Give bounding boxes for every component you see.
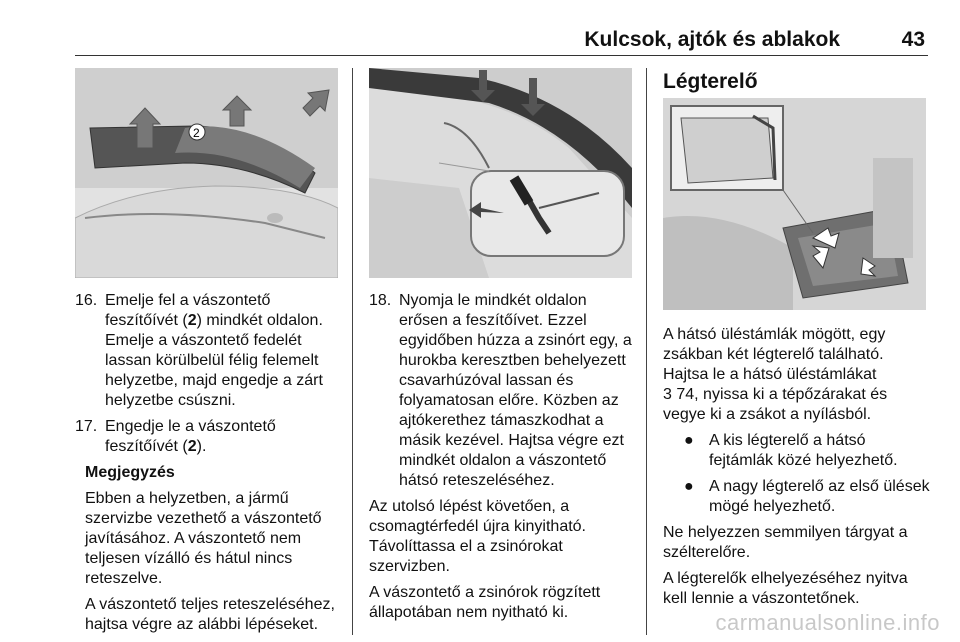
figure-screwdriver [369, 68, 632, 278]
step-ref: 2 [187, 438, 197, 455]
section-heading: Légterelő [663, 70, 758, 93]
paragraph: A légterelők elhelyezéséhez nyitva kell lennie a vászontetőnek. [663, 570, 908, 607]
bullet-item [663, 431, 933, 471]
paragraph-text: , nyissa ki a tépőzárakat és vegye ki a zsákot a nyílásból. [663, 386, 888, 423]
paragraph [663, 325, 933, 425]
step-17 [75, 417, 345, 457]
note-block [75, 463, 345, 635]
column-divider-1 [352, 68, 353, 635]
step-text: Nyomja le mindkét oldalon erősen a feszítőívet. Ezzel egyidőben húzza a zsinórt egy, a hurokba keresztben behelyezett csavarhúzóval lassan és folyamatosan előre. Közben az ajtókerethez támaszkodhat a másik kezével. Hajtsa végre ezt mindkét oldalon a vászontető hátsó reteszeléséhez. [399, 292, 632, 489]
step-number: 16. [75, 292, 98, 309]
column-divider-2 [646, 68, 647, 635]
step-number: 17. [75, 418, 98, 435]
step-16 [75, 291, 345, 411]
page-ref-link[interactable]: 74 [676, 386, 695, 403]
paragraph: Az utolsó lépést követően, a csomagtérfedél újra kinyitható. Távolíttassa el a zsinórokat szervizben. [369, 498, 586, 575]
column-2 [369, 291, 635, 629]
column-1 [75, 291, 345, 641]
note-title: Megjegyzés [85, 464, 175, 481]
watermark: carmanualsonline.info [715, 610, 940, 635]
paragraph: Ne helyezzen semmilyen tárgyat a szélterelőre. [663, 524, 908, 561]
figure-callout-2: 2 [193, 126, 200, 140]
step-text: Engedje le a vászontető feszítőívét ( [105, 418, 276, 455]
page-number: 43 [901, 28, 925, 51]
paragraph: A vászontető a zsinórok rögzített állapotában nem nyitható ki. [369, 584, 601, 621]
page-header [0, 8, 960, 51]
figure-roof-lift [75, 68, 338, 278]
bullet-icon: ● [684, 432, 694, 449]
note-final-text: A vászontető teljes reteszeléséhez, hajtsa végre az alábbi lépéseket. [85, 596, 335, 633]
figure-wind-deflector [663, 98, 926, 310]
bullet-text: A nagy légterelő az első ülések mögé helyezhető. [709, 478, 930, 515]
paragraph-text: A hátsó üléstámlák mögött, egy zsákban két légterelő található. Hajtsa le a hátsó üléstámlákat [663, 326, 886, 383]
column-3 [663, 325, 933, 615]
step-ref: 2 [187, 312, 197, 329]
bullet-text: A kis légterelő a hátsó fejtámlák közé helyezhető. [709, 432, 898, 469]
step-text: Emelje fel a vászontető feszítőívét ( [105, 292, 271, 329]
step-text: ) mindkét oldalon. Emelje a vászontető fedelét lassan körülbelül félig felemelt helyzetbe, majd engedje a zárt helyzetbe csúszni. [105, 312, 323, 409]
page-ref-arrow-icon: 3 [663, 386, 672, 403]
bullet-icon: ● [684, 478, 694, 495]
step-text: ). [196, 438, 207, 455]
step-number: 18. [369, 292, 392, 309]
step-18 [369, 291, 635, 491]
header-rule [75, 55, 928, 56]
note-text: Ebben a helyzetben, a jármű szervizbe vezethető a vászontető javításához. A vászontető nem teljesen vízálló és hátul nincs reteszelve. [85, 490, 322, 587]
bullet-item [663, 477, 933, 517]
page-title: Kulcsok, ajtók és ablakok [584, 28, 840, 51]
